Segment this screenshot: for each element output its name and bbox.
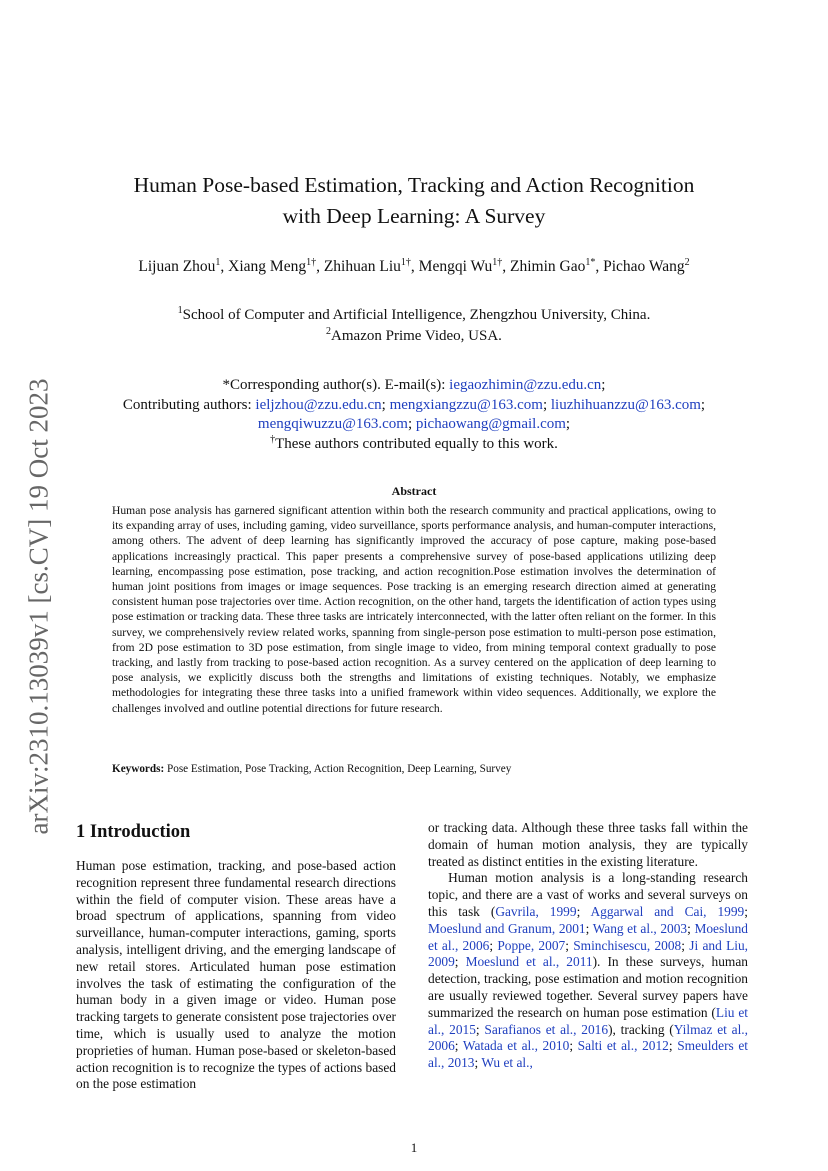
keywords-text: Pose Estimation, Pose Tracking, Action Recognition, Deep Learning, Survey (167, 763, 512, 775)
affiliation-2: $^2$Amazon Prime Video, USA. (326, 326, 502, 344)
right-column (428, 820, 748, 1072)
title-line-2: with Deep Learning: A Survey (282, 204, 546, 228)
keywords (112, 762, 716, 777)
citation-link[interactable]: Watada et al., 2010 (462, 1038, 570, 1054)
author: Mengqi $Wu^{1\dagger}$, (418, 256, 507, 275)
abstract-heading: Abstract (391, 484, 437, 498)
author: Zhihuan Liu$^{1\dagger}$, (323, 256, 415, 275)
abstract-text: Human pose analysis has garnered significant attention within both the research community and practical applications, owing to its expanding array of uses, including gaming, video surveillance, sports performance analysis, and human-computer interactions, among others. The advent of deep learning has significantly improved the accuracy of pose capture, making pose-based applications increasingly practical. This paper presents a comprehensive survey of pose-based applications utilizing deep learning, encompassing pose estimation, pose tracking, and action recognition.Pose estimation involves the determination of human joint positions from images or image sequences. Pose tracking is an emerging research direction aimed at generating consistent human pose trajectories over time. Action recognition, on the other hand, targets the identification of action types using pose estimation or tracking data. These three tasks are intricately interconnected, with the latter often reliant on the former. In this survey, we comprehensively review related works, spanning from single-person pose estimation to multi-person pose estimation, from 2D pose estimation to 3D pose estimation, from single image to video, from mining temporal context gradually to pose tracking, and lastly from tracking to pose-based action recognition. As a survey centered on the application of deep learning to pose analysis, we explicitly discuss both the strengths and limitations of existing techniques. Notably, we emphasize methodologies for integrating these three tasks into a unified framework within video sequences. Additionally, we explore the challenges involved and outline potential directions for future research. (112, 504, 716, 715)
arxiv-identifier-text: arXiv:2310.13039v1 [cs.CV] 19 Oct 2023 (23, 378, 54, 834)
corresponding-author-line: *Corresponding author(s). E-mail(s): iegaozhimin@zzu.edu.cn; (222, 377, 606, 393)
contributing-authors-line: Contributing authors: ieljzhou@zzu.edu.cn; mengxiangzzu@163.com; liuzhihuanzzu@163.com; (122, 396, 706, 413)
email-link[interactable]: liuzhihuanzzu@163.com (550, 396, 701, 413)
citation-link[interactable]: Ji and Liu, 2009 (428, 937, 749, 970)
correspondence-block (80, 376, 748, 454)
citation-link[interactable]: Moeslund et al., 2011 (465, 954, 593, 970)
affiliation-1: $^1$School of Computer and Artificial Intelligence, Zhengzhou University, China. (177, 305, 651, 323)
citation-link[interactable]: Liu et al., 2015 (428, 1004, 749, 1037)
citation-link[interactable]: Gavrila, 1999 (495, 903, 577, 919)
intro-paragraph-2: Human motion analysis is a long-standing research topic, and there are a vast of works and several surveys on this task (Gavrila, 1999; Aggarwal and Cai, 1999; Moeslund and Granum, 2001; Wang et al., 2003; Moeslund et al., 2006; Poppe, 2007; Sminchisescu, 2008; Ji and Liu, 2009; Moeslund et al., 2011). In these surveys, human detection, tracking, pose estimation and motion recognition are usually reviewed together. Several survey papers have summarized the research on human pose estimation (Liu et al., 2015; Sarafianos et al., 2016), tracking (Yilmaz et al., 2006; Watada et al., 2010; Salti et al., 2012; Smeulders et al., 2013; Wu et al., (428, 870, 749, 1071)
citation-link[interactable]: Sminchisescu, 2008 (573, 937, 682, 953)
email-link[interactable]: ieljzhou@zzu.edu.cn (255, 396, 382, 413)
citation-link[interactable]: Sarafianos et al., 2016 (484, 1021, 609, 1037)
arxiv-identifier-stamp (14, 366, 64, 846)
author: Xiang Meng$^{1\dagger}$, (228, 256, 320, 275)
author: Lijuan Zhou$^1$, (138, 256, 225, 275)
section-heading: 1 Introduction (76, 822, 191, 842)
paper-title (70, 170, 758, 232)
intro-paragraph-1: Human pose estimation, tracking, and pose-based action recognition represent three fundamental research directions within the field of computer vision. These areas have a broad spectrum of applications, spanning from video surveillance, human-computer interactions, gaming, sports analysis, intelligent driving, and the emerging landscape of new retail stores. Articulated human pose estimation involves the task of estimating the configuration of the human body in a given image or video. Human pose tracking targets to generate consistent pose trajectories over time, which is usually used to analyze the motion proprieties of human. Human pose-based or skeleton-based action recognition is to recognize the types of actions based on the pose estimation (76, 858, 396, 1092)
author: Zhimin Gao$^{1*}$, (509, 256, 600, 275)
citation-link[interactable]: Salti et al., 2012 (577, 1038, 669, 1054)
citation-link[interactable]: Moeslund and Granum, 2001 (428, 920, 586, 936)
citation-link[interactable]: Aggarwal and Cai, 1999 (590, 903, 745, 919)
citation-link[interactable]: Wu et al., (481, 1055, 533, 1071)
email-link[interactable]: mengxiangzzu@163.com (389, 396, 543, 413)
contributing-authors-line-2: mengqiwuzzu@163.com; pichaowang@gmail.com; (257, 416, 571, 432)
equal-contribution-note: †These authors contributed equally to this work. (270, 433, 558, 452)
citation-link[interactable]: Smeulders et al., 2013 (428, 1038, 749, 1071)
citation-link[interactable]: Wang et al., 2003 (592, 920, 688, 936)
citation-link[interactable]: Poppe, 2007 (497, 937, 566, 953)
citation-link[interactable]: Yilmaz et al., 2006 (428, 1021, 748, 1054)
email-link[interactable]: pichaowang@gmail.com (415, 416, 566, 432)
page-number: 1 (410, 1140, 418, 1155)
corresponding-email-link[interactable]: iegaozhimin@zzu.edu.cn (449, 377, 602, 393)
citation-link[interactable]: Moeslund et al., 2006 (428, 920, 749, 953)
title-line-1: Human Pose-based Estimation, Tracking and Action Recognition (133, 173, 695, 197)
email-link[interactable]: mengqiwuzzu@163.com (257, 416, 408, 432)
keywords-label: Keywords: (112, 763, 165, 775)
left-column (76, 820, 396, 1093)
author-list (90, 256, 738, 277)
author: Pichao Wang$^2$ (603, 256, 690, 275)
intro-paragraph-continued: or tracking data. Although these three tasks fall within the domain of human motion analysis, they are typically treated as distinct entities in the existing literature. (428, 820, 748, 869)
affiliations (90, 305, 738, 347)
